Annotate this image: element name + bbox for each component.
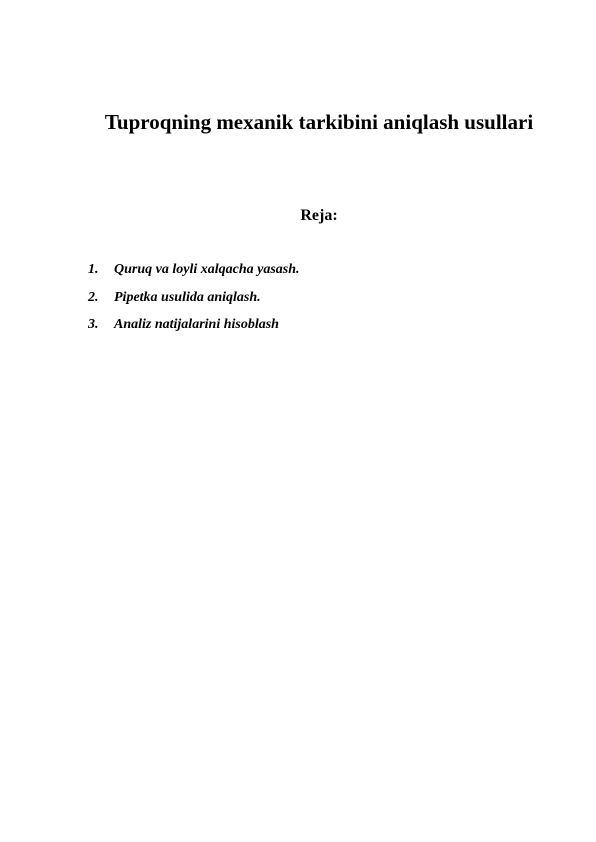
list-item-text: Quruq va loyli xalqacha yasash. bbox=[114, 262, 300, 277]
list-item bbox=[88, 289, 300, 307]
list-item bbox=[88, 261, 300, 279]
document-title: Tuproqning mexanik tarkibini aniqlash usullari bbox=[104, 110, 534, 134]
list-item-number: 3. bbox=[88, 317, 99, 332]
list-item bbox=[88, 316, 300, 334]
list-item-text: Analiz natijalarini hisoblash bbox=[114, 317, 279, 332]
list-item-number: 1. bbox=[88, 262, 99, 277]
list-item-text: Pipetka usulida aniqlash. bbox=[114, 289, 261, 305]
plan-list bbox=[88, 261, 300, 344]
list-item-number: 2. bbox=[88, 289, 99, 305]
plan-heading: Reja: bbox=[300, 207, 338, 224]
